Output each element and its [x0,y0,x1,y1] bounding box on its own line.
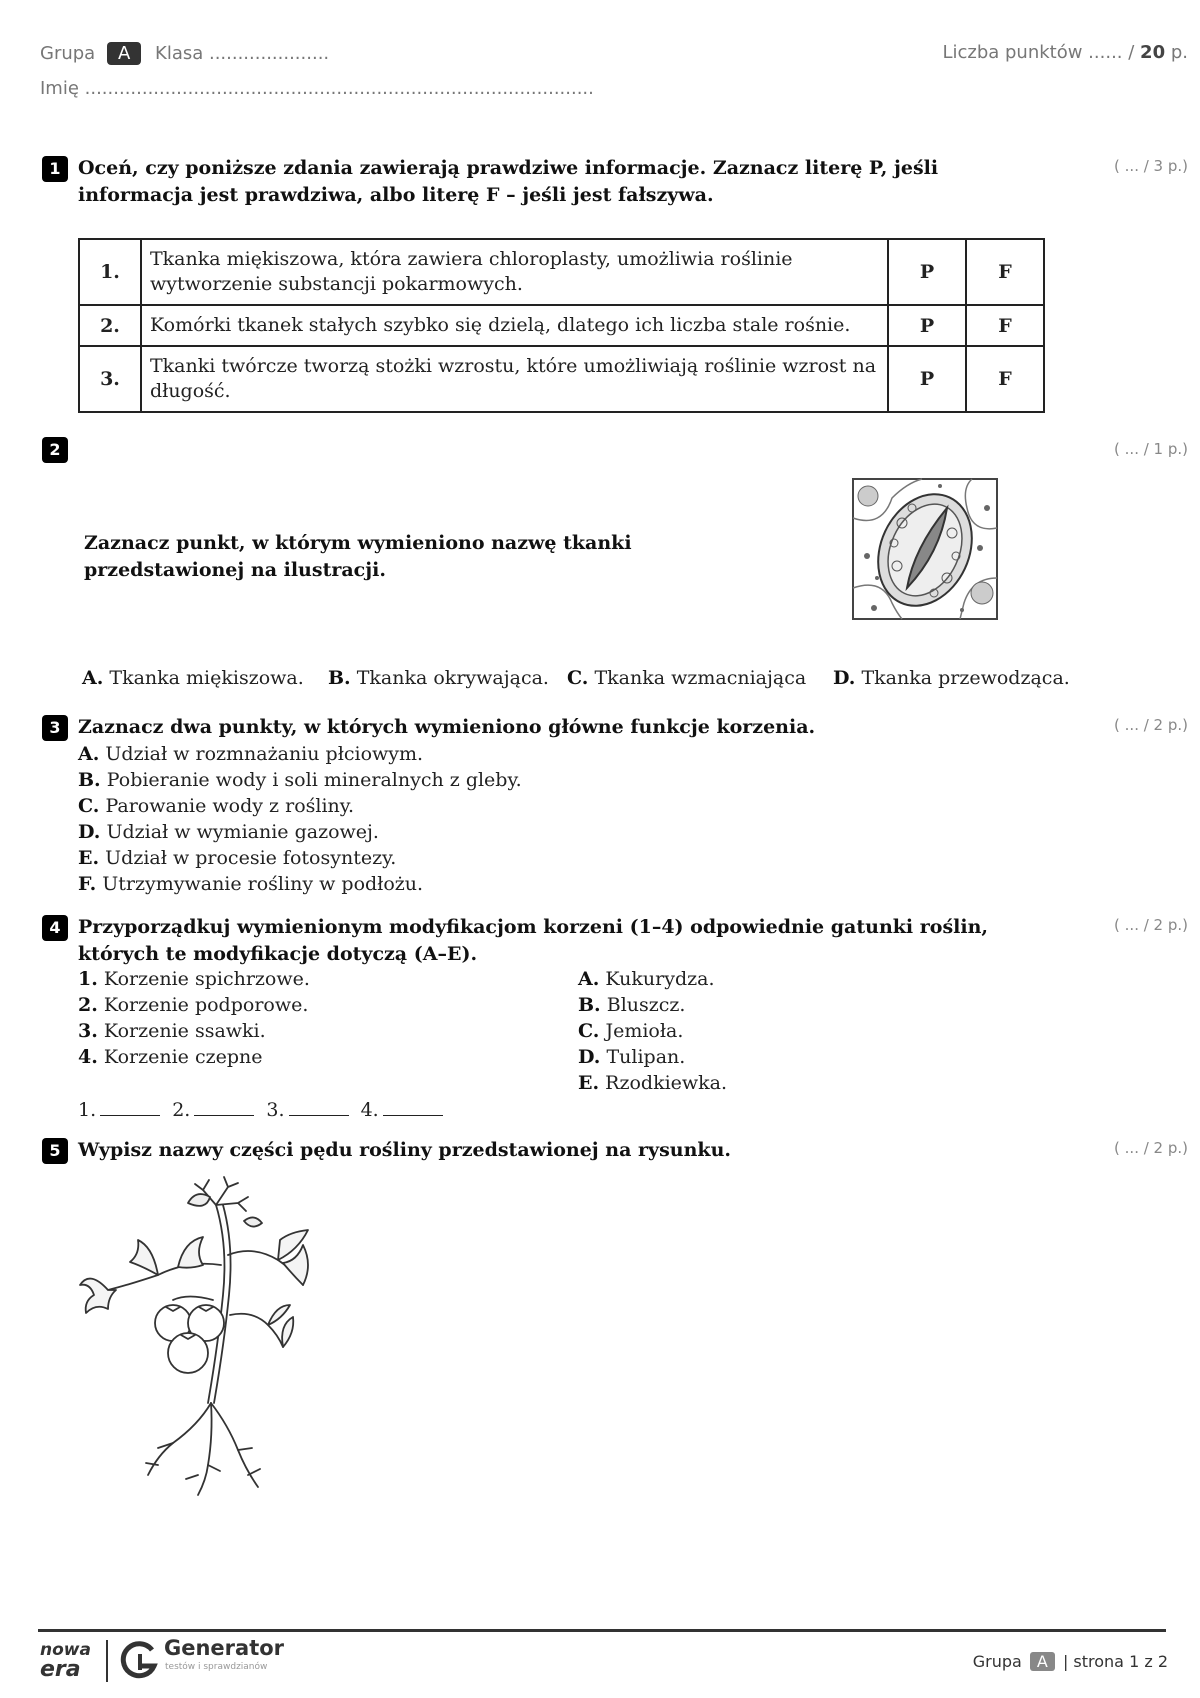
q1-points: ( ... / 3 p.) [1114,157,1188,175]
item-text: Jemioła. [605,1020,684,1042]
nowa-era-logo [40,1640,96,1680]
option-text: Tkanka przewodząca. [861,667,1070,689]
option-letter: A. [82,667,104,689]
q3-number: 3 [42,715,68,741]
answer-label: 1. [78,1099,97,1121]
row-number: 3. [79,346,141,412]
logo-top: nowa [40,1640,91,1660]
option-text: Pobieranie wody i soli mineralnych z gleby. [106,769,522,791]
item-text: Bluszcz. [606,994,686,1016]
points-label: Liczba punktów ...... / [942,42,1135,63]
item-text: Rzodkiewka. [605,1072,728,1094]
q4-answer-line [78,1097,449,1123]
option-letter: D. [833,667,856,689]
false-option[interactable]: F [966,346,1044,412]
q4-points: ( ... / 2 p.) [1114,916,1188,934]
row-statement: Tkanki twórcze tworzą stożki wzrostu, które umożliwiają roślinie wzrost na długość. [141,346,888,412]
item-letter: A. [578,968,600,990]
row-number: 2. [79,305,141,346]
q5-text: Wypisz nazwy części pędu rośliny przedstawionej na rysunku. [78,1139,731,1161]
footer-group-badge: A [1030,1652,1055,1671]
q5-number: 5 [42,1138,68,1164]
item-text: Korzenie podporowe. [103,994,309,1016]
option-letter: E. [78,847,100,869]
answer-blank[interactable] [194,1115,254,1116]
option-letter: D. [78,821,101,843]
list-item [78,1018,310,1044]
generator-tagline: testów i sprawdzianów [165,1662,268,1672]
generator-title: Generator [164,1636,285,1660]
list-item [78,1044,310,1070]
q3-options [78,741,522,897]
item-number: 4. [78,1046,98,1068]
logo-bottom: era [40,1657,81,1682]
q4-modifications-list [78,966,310,1070]
q3-option-f[interactable] [78,871,522,897]
option-letter: C. [567,667,589,689]
group-badge: A [107,42,141,65]
q4-species-list [578,966,727,1096]
q2-option-b[interactable] [328,665,549,691]
footer-page-info [973,1652,1168,1671]
row-statement: Komórki tkanek stałych szybko się dzielą, dlatego ich liczba stale rośnie. [141,305,888,346]
true-false-table [78,238,1045,413]
option-text: Udział w wymianie gazowej. [106,821,379,843]
true-option[interactable]: P [888,239,966,305]
option-text: Utrzymywanie rośliny w podłożu. [102,873,424,895]
q2-option-c[interactable] [567,665,806,691]
q4-text: Przyporządkuj wymienionym modyfikacjom korzeni (1–4) odpowiednie gatunki roślin, których te modyfikacje dotyczą (A–E). [78,916,989,965]
list-item [78,966,310,992]
answer-blank[interactable] [383,1115,443,1116]
row-number: 1. [79,239,141,305]
option-text: Udział w rozmnażaniu płciowym. [105,743,424,765]
name-line: Imię ......................................................................................... [40,78,594,99]
item-text: Korzenie spichrzowe. [103,968,310,990]
option-text: Parowanie wody z rośliny. [105,795,355,817]
footer-group-label: Grupa [972,1652,1022,1671]
false-option[interactable]: F [966,239,1044,305]
q3-option-b[interactable] [78,767,522,793]
option-text: Tkanka okrywająca. [356,667,549,689]
q4-number: 4 [42,915,68,941]
stoma-cell-illustration [852,478,998,620]
option-letter: F. [78,873,97,895]
q3-option-a[interactable] [78,741,522,767]
item-number: 2. [78,994,98,1016]
list-item [578,1044,727,1070]
option-text: Udział w procesie fotosyntezy. [105,847,397,869]
q2-text: Zaznacz punkt, w którym wymieniono nazwę tkanki przedstawionej na ilustracji. [84,532,632,581]
q2-number: 2 [42,437,68,463]
q2-points: ( ... / 1 p.) [1114,440,1188,458]
true-option[interactable]: P [888,346,966,412]
item-number: 1. [78,968,98,990]
q5-points: ( ... / 2 p.) [1114,1139,1188,1157]
q1-text: Oceń, czy poniższe zdania zawierają prawdziwe informacje. Zaznacz literę P, jeśli informacja jest prawdziwa, albo literę F – jeśli jest fałszywa. [78,157,939,206]
group-header [40,42,329,65]
item-letter: E. [578,1072,600,1094]
answer-blank[interactable] [100,1115,160,1116]
answer-blank[interactable] [289,1115,349,1116]
item-text: Tulipan. [606,1046,686,1068]
option-text: Tkanka wzmacniająca [594,667,807,689]
tomato-plant-illustration [78,1175,338,1505]
item-text: Korzenie czepne [103,1046,263,1068]
table-row [79,305,1044,346]
option-letter: C. [78,795,100,817]
q3-option-e[interactable] [78,845,522,871]
list-item [578,1018,727,1044]
option-letter: A. [78,743,100,765]
list-item [78,992,310,1018]
points-header [942,42,1188,63]
logo-divider [106,1640,108,1682]
q3-option-c[interactable] [78,793,522,819]
table-row [79,346,1044,412]
item-text: Korzenie ssawki. [103,1020,266,1042]
item-letter: D. [578,1046,601,1068]
answer-label: 4. [360,1099,379,1121]
group-label: Grupa [40,43,96,64]
answer-label: 3. [266,1099,285,1121]
answer-label: 2. [172,1099,191,1121]
list-item [578,992,727,1018]
option-letter: B. [328,667,351,689]
page-number: | strona 1 z 2 [1062,1652,1168,1671]
footer-divider [38,1629,1166,1632]
item-text: Kukurydza. [605,968,715,990]
option-letter: B. [78,769,101,791]
true-option[interactable]: P [888,305,966,346]
generator-logo-icon [120,1640,160,1680]
list-item [578,966,727,992]
false-option[interactable]: F [966,305,1044,346]
item-letter: C. [578,1020,600,1042]
q2-option-d[interactable] [833,665,1070,691]
item-letter: B. [578,994,601,1016]
q3-points: ( ... / 2 p.) [1114,716,1188,734]
table-row [79,239,1044,305]
q2-option-a[interactable] [82,665,304,691]
row-statement: Tkanka miękiszowa, która zawiera chloroplasty, umożliwia roślinie wytworzenie substancji pokarmowych. [141,239,888,305]
class-label: Klasa ..................... [155,43,330,64]
list-item [578,1070,727,1096]
q3-text: Zaznacz dwa punkty, w których wymieniono główne funkcje korzenia. [78,716,816,738]
points-suffix: p. [1170,42,1188,63]
points-total: 20 [1140,42,1166,63]
q3-option-d[interactable] [78,819,522,845]
option-text: Tkanka miękiszowa. [109,667,304,689]
q1-number: 1 [42,156,68,182]
item-number: 3. [78,1020,98,1042]
